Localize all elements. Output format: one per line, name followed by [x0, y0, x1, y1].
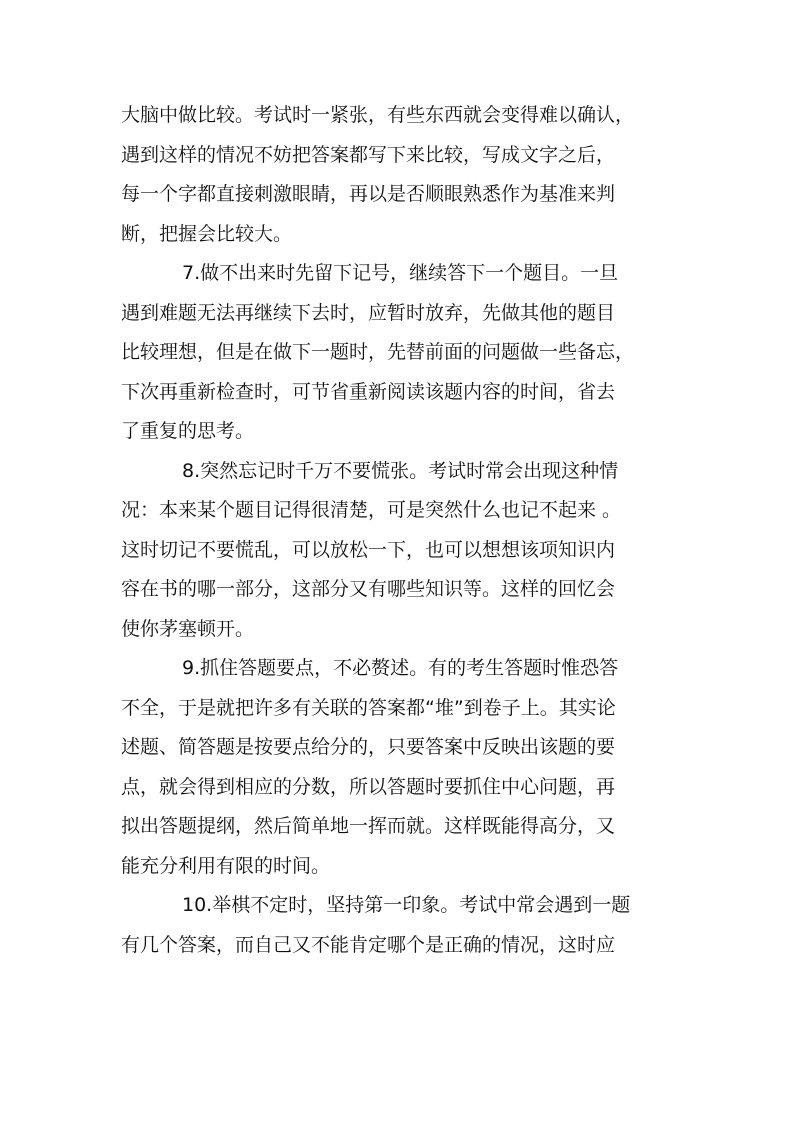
text-line: 容在书的哪一部分，这部分又有哪些知识等。这样的回忆会 — [121, 578, 616, 600]
text-line: 述题、简答题是按要点给分的，只要答案中反映出该题的要 — [121, 736, 616, 758]
text-line: 断，把握会比较大。 — [121, 222, 293, 245]
text-line: 大脑中做比较。考试时一紧张，有些东西就会变得难以确认， — [121, 104, 635, 126]
text-line: 遇到这样的情况不妨把答案都写下来比较，写成文字之后， — [121, 143, 616, 166]
text-line: 点，就会得到相应的分数，所以答题时要抓住中心问题，再 — [121, 775, 616, 798]
text-line: 每一个字都直接刺激眼睛，再以是否顺眼熟悉作为基准来判 — [121, 183, 616, 205]
paragraph-item-9 — [121, 649, 673, 886]
document-body — [121, 96, 673, 965]
text-line: 况：本来某个题目记得很清楚，可是突然什么也记不起来 。 — [121, 499, 622, 521]
text-line: 下次再重新检查时，可节省重新阅读该题内容的时间，省去 — [121, 380, 616, 403]
text-line: 9.抓住答题要点，不必赘述。有的考生答题时惟恐答 — [182, 657, 619, 679]
text-line: 10.举棋不定时，坚持第一印象。考试中常会遇到一题 — [182, 894, 631, 916]
text-line: 8.突然忘记时千万不要慌张。考试时常会出现这种情 — [182, 459, 619, 482]
text-line: 不全，于是就把许多有关联的答案都“堆”到卷子上。其实论 — [121, 696, 616, 719]
text-line: 遇到难题无法再继续下去时，应暂时放弃，先做其他的题目 — [121, 301, 616, 324]
text-line: 能充分利用有限的时间。 — [121, 854, 331, 877]
paragraph-continuation — [121, 96, 673, 254]
text-line: 7.做不出来时先留下记号，继续答下一个题目。一旦 — [182, 262, 619, 284]
text-line: 比较理想，但是在做下一题时，先替前面的问题做一些备忘， — [121, 341, 635, 363]
text-line: 有几个答案，而自己又不能肯定哪个是正确的情况，这时应 — [121, 933, 616, 956]
text-line: 这时切记不要慌乱，可以放松一下，也可以想想该项知识内 — [121, 538, 616, 561]
text-line: 了重复的思考。 — [121, 420, 255, 442]
text-line: 使你茅塞顿开。 — [121, 617, 255, 640]
paragraph-item-8 — [121, 452, 673, 650]
paragraph-item-7 — [121, 254, 673, 452]
paragraph-item-10 — [121, 886, 673, 965]
text-line: 拟出答题提纲，然后简单地一挥而就。这样既能得高分，又 — [121, 815, 616, 837]
